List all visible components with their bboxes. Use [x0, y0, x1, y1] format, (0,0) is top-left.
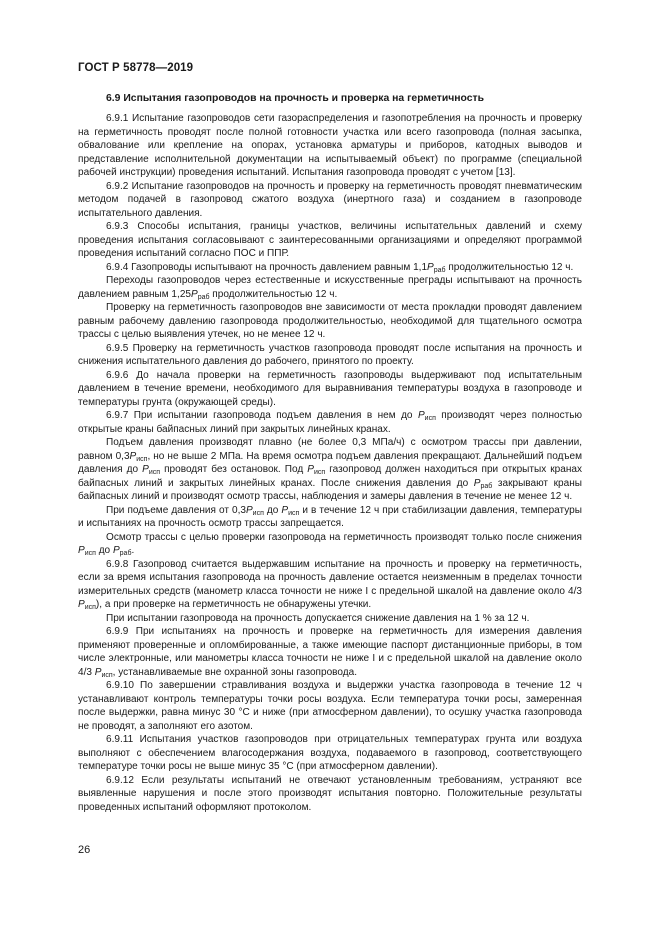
paragraph-leak-check: Проверку на герметичность газопроводов вне зависимости от места прокладки проводят давлением равным рабочему давлению газопровода продолжительностью, необходимой для тщательного осмотра трассы с целью выявления утечек, но не менее 12 ч.	[78, 302, 582, 340]
paragraph-6-9-11: 6.9.11 Испытания участков газопроводов при отрицательных температурах грунта или воздуха выполняют с обеспечением влагосодержания воздуха, подаваемого в газопровод, соответствующего температуре точки росы не выше минус 35 °С (при атмосферном давлении).	[78, 734, 582, 772]
p-isp-variable: $P_{исп}$	[307, 464, 326, 476]
p-isp-variable: $P_{исп}$	[281, 504, 300, 517]
paragraph-6-9-1: 6.9.1 Испытание газопроводов сети газораспределения и газопотребления на прочность и проверку на герметичность проводят после полной готовности участка или всего газопровода (полная засыпка, обвалование или крепление на опорах, установка арматуры и приборов, катодных выводов и представление исполнительной документации на испытываемый объект) по программе (специальной рабочей инструкции) проведения испытаний. Испытания газопровода проводят с учетом [13].	[78, 113, 582, 178]
page-number: 26	[78, 844, 91, 856]
p-isp-variable: $P_{исп}$	[417, 410, 436, 422]
p-rab-variable: $P_{раб}$	[112, 545, 132, 557]
paragraph-6-9-6: 6.9.6 До начала проверки на герметичность газопроводы выдерживают под испытательным давлением в течение времени, необходимого для выравнивания температуры воздуха в газопроводе и температуры грунта (окружающей среды).	[78, 369, 582, 408]
paragraph-6-9-3: 6.9.3 Способы испытания, границы участков, величины испытательных давлений и схему проведения испытания согласовывают с заинтересованными организациями и определяют программой проведения испытаний согласно ПОС и ППР.	[78, 221, 582, 259]
p-rab-variable: $P_{раб}$	[473, 477, 493, 490]
section-title: 6.9 Испытания газопроводов на прочность и проверка на герметичность	[106, 93, 484, 104]
p-rab-variable: $P_{раб}$	[427, 261, 446, 274]
paragraph-6-9-8: 6.9.8 Газопровод считается выдержавшим испытание на прочность и проверку на герметичность, если за время испытания газопровода на прочность давление остается неизменным в пределах точности измерительных средств (манометр класса точности не ниже I с предельной шкалой на давление около 4/3 $P_{исп}$), а при проверке на герметичность не обнаружены утечки.	[78, 558, 582, 611]
paragraph-6-9-12: 6.9.12 Если результаты испытаний не отвечают установленным требованиям, устраняют все выявленные нарушения и после этого производят испытания повторно. Положительные результаты проведенных испытаний оформляют протоколом.	[78, 774, 582, 813]
p-rab-variable: $P_{раб}$	[191, 288, 210, 301]
paragraph-6-9-9: 6.9.9 При испытаниях на прочность и проверке на герметичность для измерения давления применяют проверенные и опломбированные, а также имеющие паспорт дистанционные приборы, в том числе электронные, или манометры класса точности не ниже I и с предельной шкалой на давление около 4/3 $P_{исп}$, устанавливаемые вне охранной зоны газопровода.	[78, 626, 582, 679]
paragraph-6-9-5: 6.9.5 Проверку на герметичность участков газопровода проводят после испытания на прочность и снижения испытательного давления до рабочего, принятого по проекту.	[78, 342, 582, 367]
p-isp-variable: $P_{исп}$	[129, 450, 148, 463]
p-isp-variable: $P_{исп}$	[142, 464, 161, 476]
paragraph-crossings: Переходы газопроводов через естественные и искусственные преграды испытывают на прочность давлением равным $1,25P_{раб}$ продолжительностью 12 ч.	[78, 275, 582, 301]
paragraph-6-9-10: 6.9.10 По завершении стравливания воздуха и выдержки участка газопровода в течение 12 ч устанавливают контроль температуры точки росы воздуха. Если температура точки росы, замеренная после выдержки, равна минус 30 °С и ниже (при атмосферном давлении), то осушку участка газопровода не проводят, а заполняют его азотом.	[78, 680, 582, 732]
paragraph-inspection-ban: При подъеме давления от $0,3P_{исп}$ до $P_{исп}$ и в течение 12 ч при стабилизации давления, температуры и испытаниях на прочность осмотр трассы запрещается.	[78, 504, 582, 529]
paragraph-pressure-rise: Подъем давления производят плавно (не более 0,3 МПа/ч) с осмотром трассы при давлении, равном $0,3P_{исп}$, но не выше 2 МПа. На время осмотра подъем давления прекращают. Дальнейший подъем давления до $P_{исп}$ проводят без остановок. Под $P_{исп}$ газопровод должен находиться при открытых кранах байпасных линий и закрытых линейных кранах. После снижения давления до $P_{раб}$ закрывают краны байпасных линий и производят осмотр трассы, наблюдения и замеры давления в течение не менее 12 ч.	[78, 437, 582, 502]
paragraph-6-9-7: 6.9.7 При испытании газопровода подъем давления в нем до $P_{исп}$ производят через полностью открытые краны байпасных линий при закрытых линейных кранах.	[78, 410, 583, 435]
document-header: ГОСТ Р 58778—2019	[78, 62, 194, 74]
paragraph-pressure-drop: При испытании газопровода на прочность допускается снижение давления на 1 % за 12 ч.	[106, 612, 530, 624]
p-isp-variable: $P_{исп}$	[78, 545, 96, 557]
paragraph-6-9-2: 6.9.2 Испытание газопроводов на прочность и проверку на герметичность проводят пневматическим методом подачей в газопровод сжатого воздуха (инертного газа) и созданием в газопроводе испытательного давления.	[78, 180, 582, 219]
paragraph-inspection: Осмотр трассы с целью проверки газопровода на герметичность производят только после снижения $P_{исп}$ до $P_{раб}$.	[78, 531, 582, 557]
paragraph-6-9-4: 6.9.4 Газопроводы испытывают на прочность давлением равным $1,1P_{раб}$ продолжительностью 12 ч.	[106, 261, 574, 274]
p-isp-variable: $P_{исп}$	[78, 599, 96, 611]
body-text	[78, 112, 582, 814]
p-isp-variable: $P_{исп}$	[94, 666, 113, 679]
p-isp-variable: $P_{исп}$	[245, 504, 264, 517]
